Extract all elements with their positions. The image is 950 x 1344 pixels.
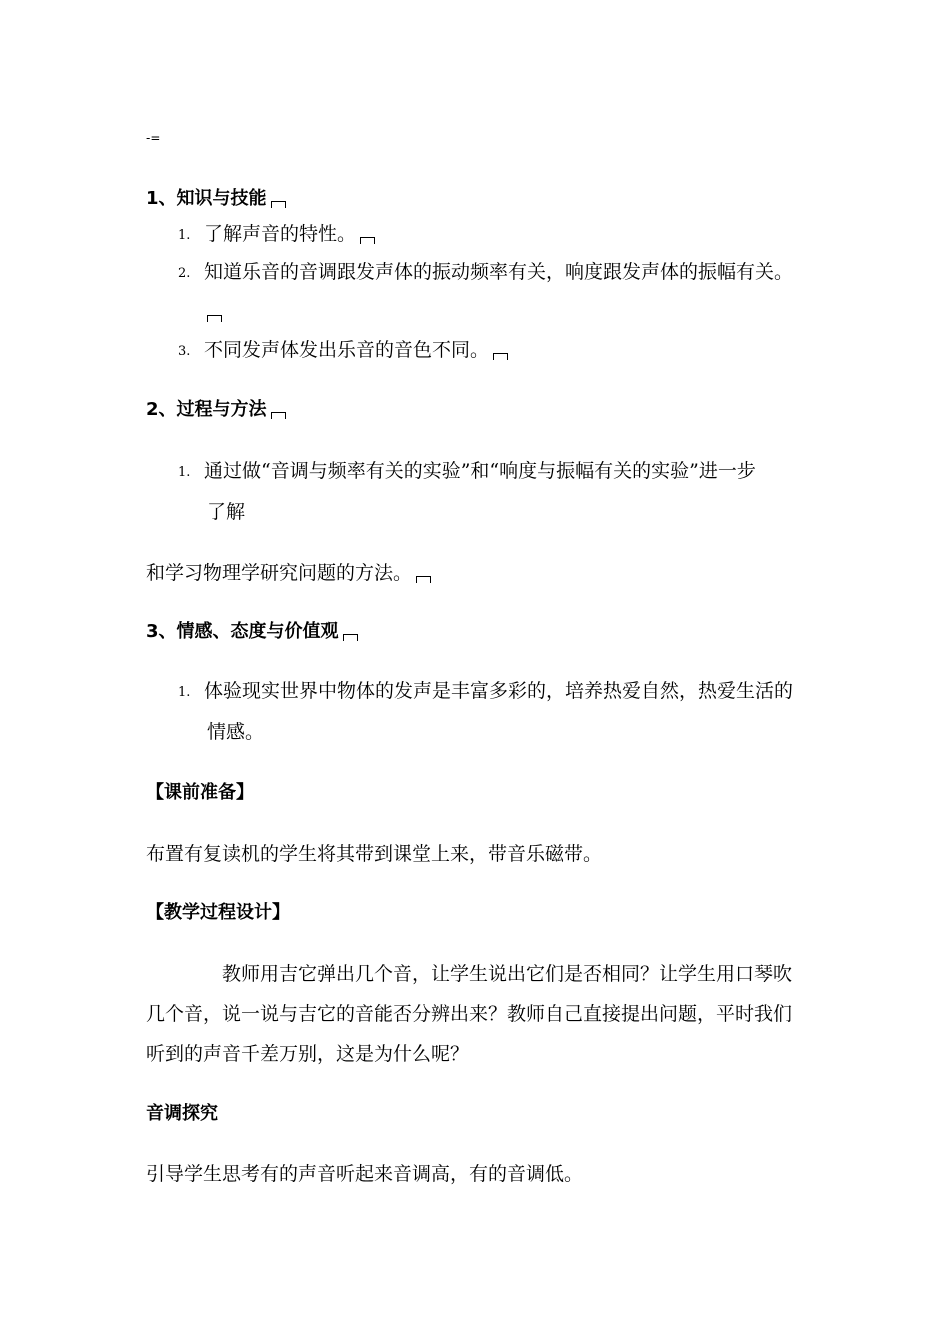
section3-item1-line2: 情感。 [207, 721, 265, 743]
paragraph-mark-icon [416, 576, 431, 583]
section1-item2: 知道乐音的音调跟发声体的振动频率有关，响度跟发声体的振幅有关。 [204, 261, 794, 283]
paragraph-mark-icon [271, 412, 286, 419]
section1-heading: 1、知识与技能 [146, 187, 286, 211]
section1-item3-number: 3. [178, 344, 191, 359]
pitch-heading: 音调探究 [146, 1103, 218, 1124]
section3-item1-number: 1. [178, 685, 191, 700]
design-line1: 教师用吉它弹出几个音，让学生说出它们是否相同？让学生用口琴吹 [222, 963, 793, 985]
pitch-text: 引导学生思考有的声音听起来音调高，有的音调低。 [146, 1163, 584, 1185]
section2-item1-number: 1. [178, 465, 191, 480]
section2-item1-line2: 了解 [207, 501, 246, 523]
section3-heading: 3、情感、态度与价值观 [146, 620, 358, 644]
paragraph-mark-icon [271, 201, 286, 208]
section3-item1-line1: 体验现实世界中物体的发声是丰富多彩的，培养热爱自然，热爱生活的 [204, 680, 794, 702]
design-heading: 【教学过程设计】 [146, 902, 290, 923]
section2-item1-line1: 通过做“音调与频率有关的实验”和“响度与振幅有关的实验”进一步 [204, 460, 756, 482]
section1-item3: 不同发声体发出乐音的音色不同。 [204, 338, 508, 362]
paragraph-mark-icon [493, 353, 508, 360]
prep-heading: 【课前准备】 [146, 782, 254, 803]
paragraph-mark-icon [360, 237, 375, 244]
design-line3: 听到的声音千差万别，这是为什么呢？ [146, 1043, 470, 1065]
design-line2: 几个音，说一说与吉它的音能否分辨出来？教师自己直接提出问题，平时我们 [146, 1003, 793, 1025]
section2-continuation: 和学习物理学研究问题的方法。 [146, 561, 431, 585]
section1-item1: 了解声音的特性。 [204, 222, 375, 246]
section1-item1-number: 1. [178, 228, 191, 243]
prep-text: 布置有复读机的学生将其带到课堂上来，带音乐磁带。 [146, 843, 603, 865]
paragraph-mark-icon [343, 634, 358, 641]
section2-heading: 2、过程与方法 [146, 398, 286, 422]
top-mark: -= [146, 131, 161, 145]
section1-item2-number: 2. [178, 266, 191, 281]
paragraph-mark-icon [207, 315, 222, 322]
